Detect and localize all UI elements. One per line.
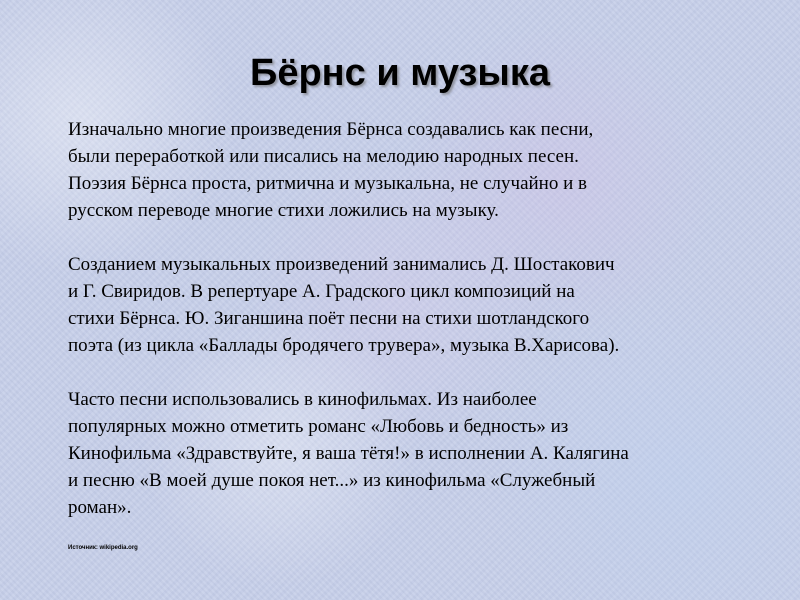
paragraph-films: Часто песни использовались в кинофильмах. Из наиболее популярных можно отметить романс «Любовь и бедность» из Кинофильма «Здравствуйте, я ваша тётя!» в исполнении А. Калягина и песню «В моей душе покоя нет...» из кинофильма «Служебный роман».	[68, 389, 629, 518]
paragraph-burns-songs: Изначально многие произведения Бёрнса создавались как песни, были переработкой или писались на мелодию народных песен. Поэзия Бёрнса проста, ритмична и музыкальна, не случайно и в русском переводе многие стихи ложились на музыку.	[68, 119, 594, 221]
source-note: Источник: wikipedia.org	[68, 545, 138, 551]
slide-body	[68, 116, 748, 548]
slide-title: Бёрнс и музыка	[250, 52, 550, 94]
paragraph-composers: Созданием музыкальных произведений занимались Д. Шостакович и Г. Свиридов. В репертуаре А. Градского цикл композиций на стихи Бёрнса. Ю. Зиганшина поёт песни на стихи шотландского поэта (из цикла «Баллады бродячего трувера», музыка В.Харисова).	[68, 254, 620, 356]
